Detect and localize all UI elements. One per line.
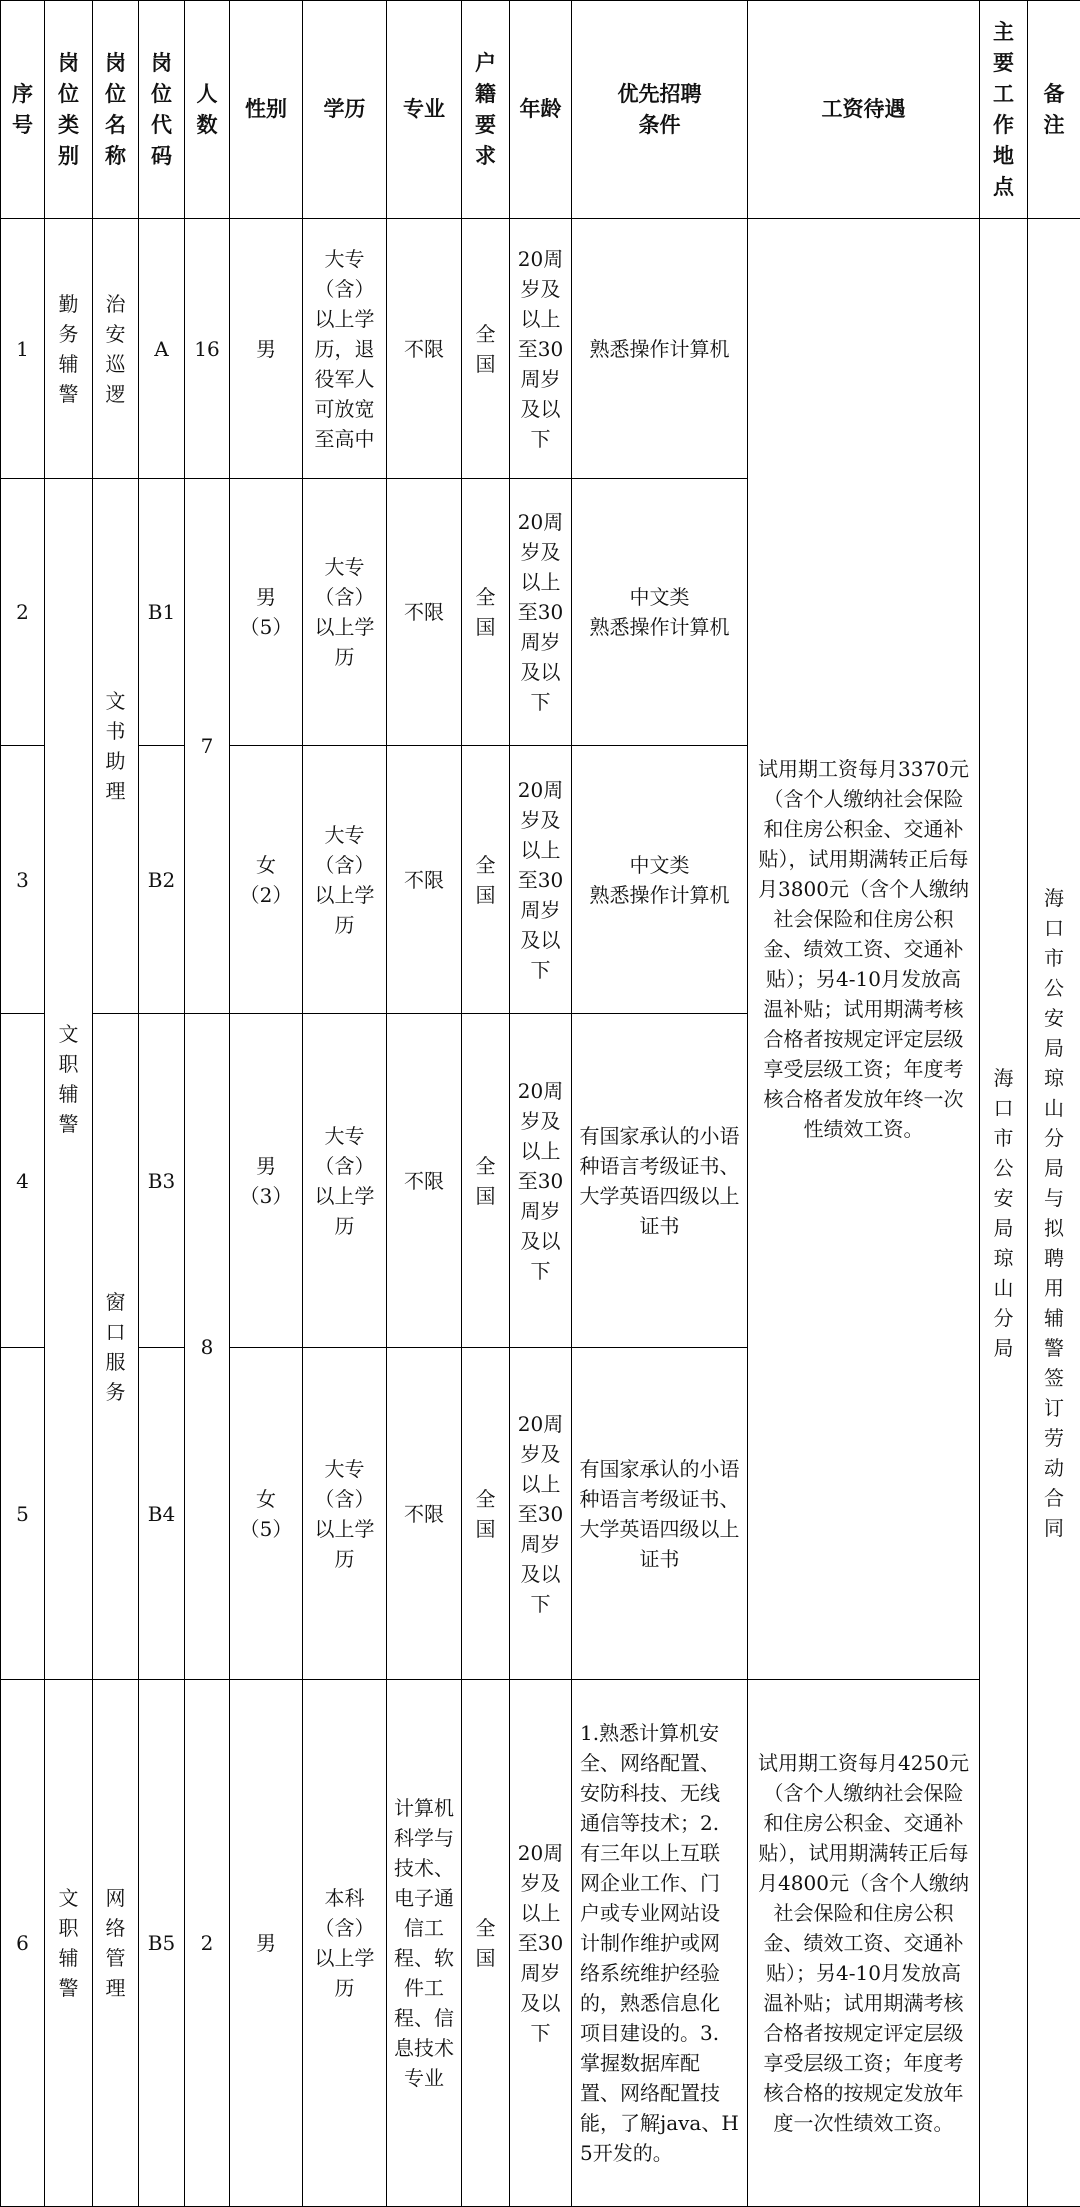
header-gender: 性别 [230, 1, 303, 219]
cell-seq: 4 [1, 1014, 45, 1348]
header-remarks: 备注 [1028, 1, 1080, 219]
cell-age: 20周岁及以上至30周岁及以下 [510, 1680, 572, 2207]
header-education: 学历 [303, 1, 387, 219]
cell-age: 20周岁及以上至30周岁及以下 [510, 1014, 572, 1348]
header-post-code: 岗位代码 [139, 1, 185, 219]
cell-major: 不限 [387, 219, 462, 479]
cell-age: 20周岁及以上至30周岁及以下 [510, 219, 572, 479]
cell-post-code: B5 [139, 1680, 185, 2207]
cell-hukou: 全国 [462, 1014, 510, 1348]
cell-age: 20周岁及以上至30周岁及以下 [510, 1348, 572, 1680]
cell-count: 16 [185, 219, 230, 479]
cell-education: 大专（含）以上学历，退役军人可放宽至高中 [303, 219, 387, 479]
cell-post-code: B3 [139, 1014, 185, 1348]
cell-salary: 试用期工资每月4250元（含个人缴纳社会保险和住房公积金、交通补贴），试用期满转正后每月4800元（含个人缴纳社会保险和住房公积金、绩效工资、交通补贴）；另4-10月发放高温补贴；试用期满考核合格者按规定评定层级享受层级工资；年度考核合格的按规定发放年度一次性绩效工资。 [748, 1680, 980, 2207]
header-priority: 优先招聘条件 [572, 1, 748, 219]
header-post-name: 岗位名称 [93, 1, 139, 219]
table-row [1, 1680, 1080, 2207]
cell-priority: 1.熟悉计算机安全、网络配置、安防科技、无线通信等技术；2.有三年以上互联网企业工作、门户或专业网站设计制作维护或网络系统维护经验的，熟悉信息化项目建设的。3.掌握数据库配置、网络配置技能，了解java、H5开发的。 [572, 1680, 748, 2207]
cell-age: 20周岁及以上至30周岁及以下 [510, 746, 572, 1014]
header-major: 专业 [387, 1, 462, 219]
cell-education: 大专（含）以上学历 [303, 479, 387, 746]
cell-seq: 1 [1, 219, 45, 479]
priority-line: 熟悉操作计算机 [577, 612, 742, 642]
cell-gender: 女（5） [230, 1348, 303, 1680]
header-age: 年龄 [510, 1, 572, 219]
cell-gender: 男（3） [230, 1014, 303, 1348]
cell-post-category: 文职辅警 [45, 1680, 93, 2207]
cell-seq: 2 [1, 479, 45, 746]
cell-seq: 5 [1, 1348, 45, 1680]
cell-major: 不限 [387, 746, 462, 1014]
cell-post-code: B1 [139, 479, 185, 746]
header-salary: 工资待遇 [748, 1, 980, 219]
cell-major: 计算机科学与技术、电子通信工程、软件工程、信息技术专业 [387, 1680, 462, 2207]
cell-priority: 有国家承认的小语种语言考级证书、大学英语四级以上证书 [572, 1014, 748, 1348]
cell-seq: 6 [1, 1680, 45, 2207]
cell-post-name-clerk: 文书助理 [93, 479, 139, 1014]
cell-gender: 男 [230, 219, 303, 479]
cell-post-code: B4 [139, 1348, 185, 1680]
cell-hukou: 全国 [462, 219, 510, 479]
cell-hukou: 全国 [462, 1680, 510, 2207]
cell-hukou: 全国 [462, 746, 510, 1014]
cell-salary-shared: 试用期工资每月3370元（含个人缴纳社会保险和住房公积金、交通补贴），试用期满转正后每月3800元（含个人缴纳社会保险和住房公积金、绩效工资、交通补贴）；另4-10月发放高温补贴；试用期满考核合格者按规定评定层级享受层级工资；年度考核合格者发放年终一次性绩效工资。 [748, 219, 980, 1680]
cell-major: 不限 [387, 1348, 462, 1680]
cell-hukou: 全国 [462, 479, 510, 746]
cell-gender: 男 [230, 1680, 303, 2207]
cell-post-name: 治安巡逻 [93, 219, 139, 479]
table-row [1, 219, 1080, 479]
header-seq: 序号 [1, 1, 45, 219]
cell-seq: 3 [1, 746, 45, 1014]
cell-priority: 熟悉操作计算机 [572, 219, 748, 479]
cell-gender: 男（5） [230, 479, 303, 746]
header-location: 主要工作地点 [980, 1, 1028, 219]
header-count: 人数 [185, 1, 230, 219]
cell-post-code: A [139, 219, 185, 479]
header-row [1, 1, 1080, 219]
cell-priority [572, 746, 748, 1014]
priority-line: 熟悉操作计算机 [577, 880, 742, 910]
cell-post-category-merged: 文职辅警 [45, 479, 93, 1680]
cell-gender: 女（2） [230, 746, 303, 1014]
header-post-category: 岗位类别 [45, 1, 93, 219]
cell-age: 20周岁及以上至30周岁及以下 [510, 479, 572, 746]
cell-post-code: B2 [139, 746, 185, 1014]
priority-line: 中文类 [577, 582, 742, 612]
cell-major: 不限 [387, 1014, 462, 1348]
cell-post-name-window: 窗口服务 [93, 1014, 139, 1680]
cell-remarks: 海口市公安局琼山分局与拟聘用辅警签订劳动合同 [1028, 219, 1080, 2207]
cell-post-name: 网络管理 [93, 1680, 139, 2207]
cell-priority [572, 479, 748, 746]
cell-location: 海口市公安局琼山分局 [980, 219, 1028, 2207]
cell-count-b1-b2: 7 [185, 479, 230, 1014]
cell-education: 大专（含）以上学历 [303, 1348, 387, 1680]
cell-major: 不限 [387, 479, 462, 746]
cell-education: 大专（含）以上学历 [303, 1014, 387, 1348]
cell-education: 大专（含）以上学历 [303, 746, 387, 1014]
header-hukou: 户籍要求 [462, 1, 510, 219]
priority-line: 中文类 [577, 850, 742, 880]
cell-hukou: 全国 [462, 1348, 510, 1680]
cell-priority: 有国家承认的小语种语言考级证书、大学英语四级以上证书 [572, 1348, 748, 1680]
cell-post-category: 勤务辅警 [45, 219, 93, 479]
cell-education: 本科（含）以上学历 [303, 1680, 387, 2207]
cell-count: 2 [185, 1680, 230, 2207]
cell-count-b3-b4: 8 [185, 1014, 230, 1680]
